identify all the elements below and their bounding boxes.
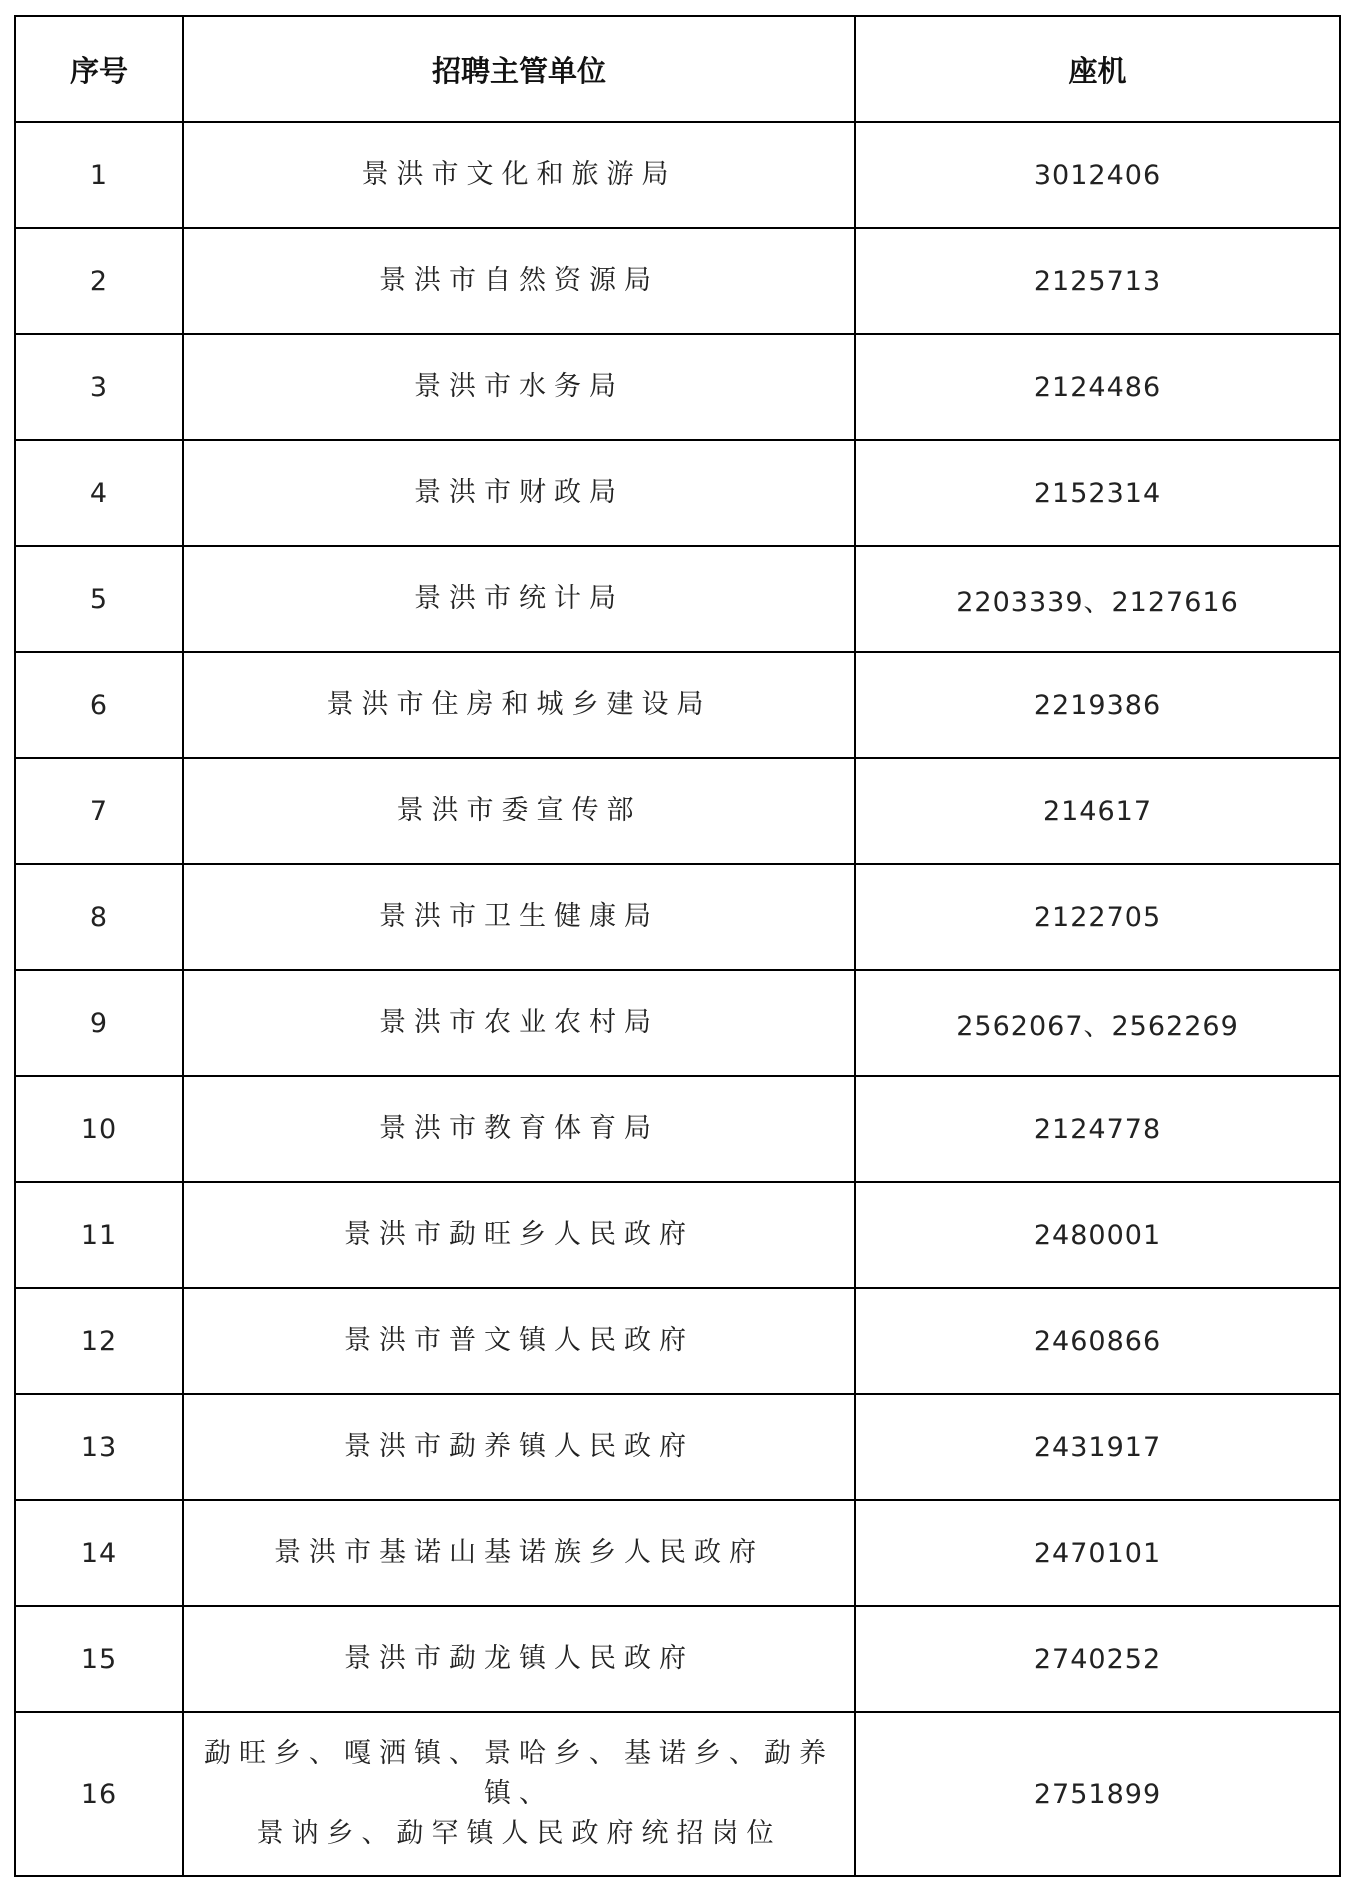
- row-landline: 2203339、2127616: [855, 546, 1340, 652]
- table-row: [15, 652, 1340, 758]
- row-recruiting-unit: 景洪市文化和旅游局: [183, 122, 855, 228]
- header-recruiting-unit: 招聘主管单位: [183, 16, 855, 122]
- unit-line-2: 景讷乡、勐罕镇人民政府统招岗位: [256, 1818, 782, 1849]
- table-row: [15, 1606, 1340, 1712]
- table-row: [15, 1394, 1340, 1500]
- row-serial-number: 11: [15, 1182, 183, 1288]
- row-landline: 2124486: [855, 334, 1340, 440]
- table-header-row: [15, 16, 1340, 122]
- row-serial-number: 7: [15, 758, 183, 864]
- row-landline: 2751899: [855, 1712, 1340, 1876]
- row-landline: 2125713: [855, 228, 1340, 334]
- table-row: [15, 546, 1340, 652]
- row-serial-number: 12: [15, 1288, 183, 1394]
- row-recruiting-unit: 景洪市勐养镇人民政府: [183, 1394, 855, 1500]
- table-row: [15, 334, 1340, 440]
- row-landline: 2470101: [855, 1500, 1340, 1606]
- row-landline: 2124778: [855, 1076, 1340, 1182]
- table-row: [15, 1500, 1340, 1606]
- row-landline: 2122705: [855, 864, 1340, 970]
- recruitment-contact-table: [14, 15, 1341, 1877]
- row-serial-number: 13: [15, 1394, 183, 1500]
- row-landline: 2740252: [855, 1606, 1340, 1712]
- row-landline: 2480001: [855, 1182, 1340, 1288]
- row-recruiting-unit: 景洪市水务局: [183, 334, 855, 440]
- row-serial-number: 5: [15, 546, 183, 652]
- row-serial-number: 16: [15, 1712, 183, 1876]
- table-row: [15, 1182, 1340, 1288]
- row-recruiting-unit: 景洪市委宣传部: [183, 758, 855, 864]
- row-landline: 2562067、2562269: [855, 970, 1340, 1076]
- table-row: [15, 970, 1340, 1076]
- row-serial-number: 1: [15, 122, 183, 228]
- table-row: [15, 1288, 1340, 1394]
- row-serial-number: 4: [15, 440, 183, 546]
- row-serial-number: 10: [15, 1076, 183, 1182]
- row-landline: 2460866: [855, 1288, 1340, 1394]
- row-recruiting-unit: 景洪市基诺山基诺族乡人民政府: [183, 1500, 855, 1606]
- row-recruiting-unit: 景洪市普文镇人民政府: [183, 1288, 855, 1394]
- table-row: [15, 1076, 1340, 1182]
- row-recruiting-unit: 景洪市勐旺乡人民政府: [183, 1182, 855, 1288]
- row-recruiting-unit: 景洪市教育体育局: [183, 1076, 855, 1182]
- row-recruiting-unit: 景洪市自然资源局: [183, 228, 855, 334]
- row-serial-number: 2: [15, 228, 183, 334]
- row-recruiting-unit: 景洪市勐龙镇人民政府: [183, 1606, 855, 1712]
- row-landline: 2431917: [855, 1394, 1340, 1500]
- row-serial-number: 15: [15, 1606, 183, 1712]
- row-serial-number: 9: [15, 970, 183, 1076]
- unit-line-1: 勐旺乡、嘎洒镇、景哈乡、基诺乡、勐养镇、: [204, 1738, 834, 1809]
- row-recruiting-unit: 景洪市卫生健康局: [183, 864, 855, 970]
- row-landline: 2152314: [855, 440, 1340, 546]
- table-row: [15, 758, 1340, 864]
- row-recruiting-unit: 景洪市住房和城乡建设局: [183, 652, 855, 758]
- row-landline: 214617: [855, 758, 1340, 864]
- table-row: [15, 122, 1340, 228]
- table-row: [15, 228, 1340, 334]
- table-row: [15, 1712, 1340, 1876]
- header-landline: 座机: [855, 16, 1340, 122]
- row-serial-number: 6: [15, 652, 183, 758]
- row-landline: 2219386: [855, 652, 1340, 758]
- row-serial-number: 3: [15, 334, 183, 440]
- table-row: [15, 440, 1340, 546]
- header-serial-number: 序号: [15, 16, 183, 122]
- row-recruiting-unit: 景洪市财政局: [183, 440, 855, 546]
- row-recruiting-unit: [183, 1712, 855, 1876]
- row-landline: 3012406: [855, 122, 1340, 228]
- row-recruiting-unit: 景洪市农业农村局: [183, 970, 855, 1076]
- row-recruiting-unit: 景洪市统计局: [183, 546, 855, 652]
- table-row: [15, 864, 1340, 970]
- row-serial-number: 14: [15, 1500, 183, 1606]
- row-serial-number: 8: [15, 864, 183, 970]
